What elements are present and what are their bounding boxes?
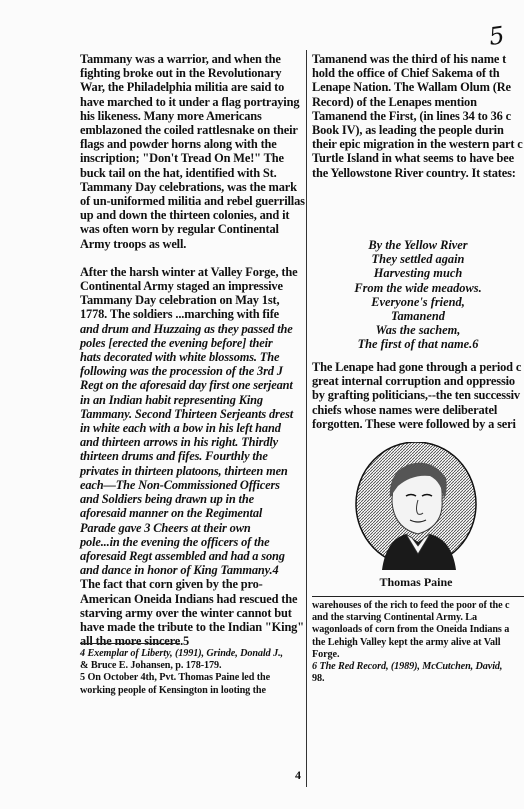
- text-line: thirteen drums and fifes. Fourthly the: [80, 449, 268, 464]
- poem-line: By the Yellow River: [368, 238, 468, 252]
- text-line: flags and powder horns along with the: [80, 137, 277, 152]
- text-line: War, the Philadelphia militia are said to: [80, 80, 285, 95]
- poem-line: Tamanend: [391, 309, 445, 324]
- text-line: emblazoned the coiled rattlesnake on their: [80, 123, 298, 138]
- text-line: in an Indian habit representing King: [80, 392, 263, 407]
- right-paragraph-1: [312, 52, 524, 180]
- text-line: each—The Non-Commissioned Officers: [80, 477, 280, 492]
- left-paragraph-1: [80, 52, 306, 251]
- text-line: up and down the thirteen colonies, and it: [80, 208, 290, 223]
- text-line: Parade gave 3 Cheers at their own: [80, 520, 251, 535]
- handwritten-page-mark: 5: [487, 21, 507, 51]
- right-column: [312, 52, 524, 180]
- text-line: was often worn by regular Continental: [80, 222, 279, 237]
- footnote-line: & Bruce E. Johansen, p. 178-179.: [80, 660, 222, 672]
- text-line: Turtle Island in what seems to have bee: [312, 151, 514, 166]
- text-line: Tammany was a warrior, and when the: [80, 52, 281, 66]
- page-number: 4: [295, 768, 301, 782]
- portrait-caption: Thomas Paine: [379, 575, 453, 589]
- text-line: Army troops as well.: [80, 236, 187, 251]
- poem-quote: [312, 238, 524, 352]
- text-line: aforesaid Regt assembled and had a song: [80, 548, 285, 563]
- footnote-block: [80, 648, 306, 697]
- text-line: 1778. The soldiers ...marching with fife: [80, 307, 280, 322]
- column-divider: [306, 50, 307, 787]
- text-line: After the harsh winter at Valley Forge, the: [80, 264, 298, 279]
- text-line: have marched to it under a flag portraying: [80, 94, 300, 109]
- text-line: buck tail on the hat, identified with St.: [80, 165, 277, 180]
- text-line: have made the tribute to the Indian "King": [80, 619, 304, 634]
- footnote-line: wagonloads of corn from the Oneida Indians a: [312, 624, 510, 636]
- text-line: aforesaid manner on the Regimental: [80, 506, 263, 521]
- text-line: fighting broke out in the Revolutionary: [80, 66, 282, 81]
- text-line: hold the office of Chief Sakema of th: [312, 66, 500, 81]
- footnote-rule: [312, 596, 524, 597]
- text-line: Tamanend the First, (in lines 34 to 36 c: [312, 108, 512, 123]
- footnote-block: [312, 600, 524, 685]
- text-line: The fact that corn given by the pro-: [80, 577, 263, 592]
- text-line: hats decorated with white blossoms. The: [80, 350, 280, 365]
- text-line: Tammany. Second Thirteen Serjeants drest: [80, 406, 294, 421]
- text-line: by grafting politicians,--the ten successiv: [312, 388, 520, 403]
- footnote-line: 4 Exemplar of Liberty, (1991), Grinde, Donald J.,: [80, 648, 283, 659]
- text-line: Tammany Day celebrations, was the mark: [80, 179, 297, 194]
- text-line: pole...in the evening the officers of the: [80, 534, 270, 549]
- text-line: Tammany Day celebration on May 1st,: [80, 293, 280, 308]
- right-footnotes: [312, 600, 524, 685]
- right-paragraph-2-wrap: [312, 360, 524, 431]
- text-line: Continental Army staged an impressive: [80, 279, 283, 294]
- text-line: forgotten. These were followed by a seri: [312, 416, 516, 431]
- text-line: starving army over the winter cannot but: [80, 605, 292, 620]
- left-paragraph-2: [80, 265, 306, 648]
- text-line: Book IV), as leading the people durin: [312, 123, 504, 138]
- text-line: great internal corruption and oppressio: [312, 374, 515, 389]
- text-line: American Oneida Indians had rescued the: [80, 591, 298, 606]
- text-line: the Yellowstone River country. It states:: [312, 165, 516, 180]
- text-line: poles [erected the evening before] their: [80, 335, 273, 350]
- footnote-line: warehouses of the rich to feed the poor of the c: [312, 600, 510, 611]
- poem-line: Was the sachem,: [375, 323, 461, 338]
- text-line: Lenape Nation. The Wallam Olum (Re: [312, 80, 511, 95]
- text-line: Regt on the aforesaid day first one serjeant: [80, 378, 293, 393]
- thomas-paine-portrait: [352, 442, 480, 570]
- poem-line: Harvesting much: [373, 266, 463, 281]
- text-line: chiefs whose names were deliberatel: [312, 402, 498, 417]
- text-line: following was the procession of the 3rd J: [80, 364, 283, 379]
- footnote-rule: [80, 643, 180, 644]
- text-line: and dance in honor of King Tammany.4: [80, 563, 279, 578]
- poem-line: Everyone's friend,: [371, 294, 465, 309]
- footnote-line: 98.: [312, 673, 325, 685]
- footnote-line: and the starving Continental Army. La: [312, 612, 477, 624]
- right-paragraph-2: [312, 360, 524, 431]
- poem-line: The first of that name.6: [357, 337, 479, 352]
- footnote-line: the Lehigh Valley kept the army alive at Vall: [312, 636, 501, 648]
- poem-line: From the wide meadows.: [354, 280, 482, 295]
- footnote-line: 5 On October 4th, Pvt. Thomas Paine led the: [80, 672, 271, 684]
- text-line: and drum and Huzzaing as they passed the: [80, 321, 293, 336]
- text-line: inscription; "Don't Tread On Me!" The: [80, 151, 284, 166]
- text-line: of un-uniformed militia and rebel guerrillas: [80, 194, 305, 209]
- text-line: his likeness. Many more Americans: [80, 108, 262, 123]
- footnote-line: Forge.: [312, 648, 340, 660]
- text-line: Record) of the Lenapes mention: [312, 94, 477, 109]
- left-column: [80, 52, 306, 648]
- text-line: their epic migration in the western part c: [312, 137, 523, 152]
- text-line: Tamanend was the third of his name t: [312, 52, 507, 66]
- text-line: all the more sincere.5: [80, 634, 190, 649]
- text-line: and Soldiers being drawn up in the: [80, 492, 254, 507]
- left-footnotes: [80, 648, 306, 697]
- footnote-line: working people of Kensington in looting the: [80, 684, 266, 696]
- text-line: The Lenape had gone through a period c: [312, 360, 522, 374]
- text-line: and thirteen arrows in his right. Thirdly: [80, 435, 279, 450]
- poem-line: They settled again: [371, 252, 465, 267]
- footnote-line: 6 The Red Record, (1989), McCutchen, David,: [312, 661, 503, 673]
- text-line: privates in thirteen platoons, thirteen men: [80, 463, 288, 478]
- text-line: in white each with a bow in his left hand: [80, 421, 281, 436]
